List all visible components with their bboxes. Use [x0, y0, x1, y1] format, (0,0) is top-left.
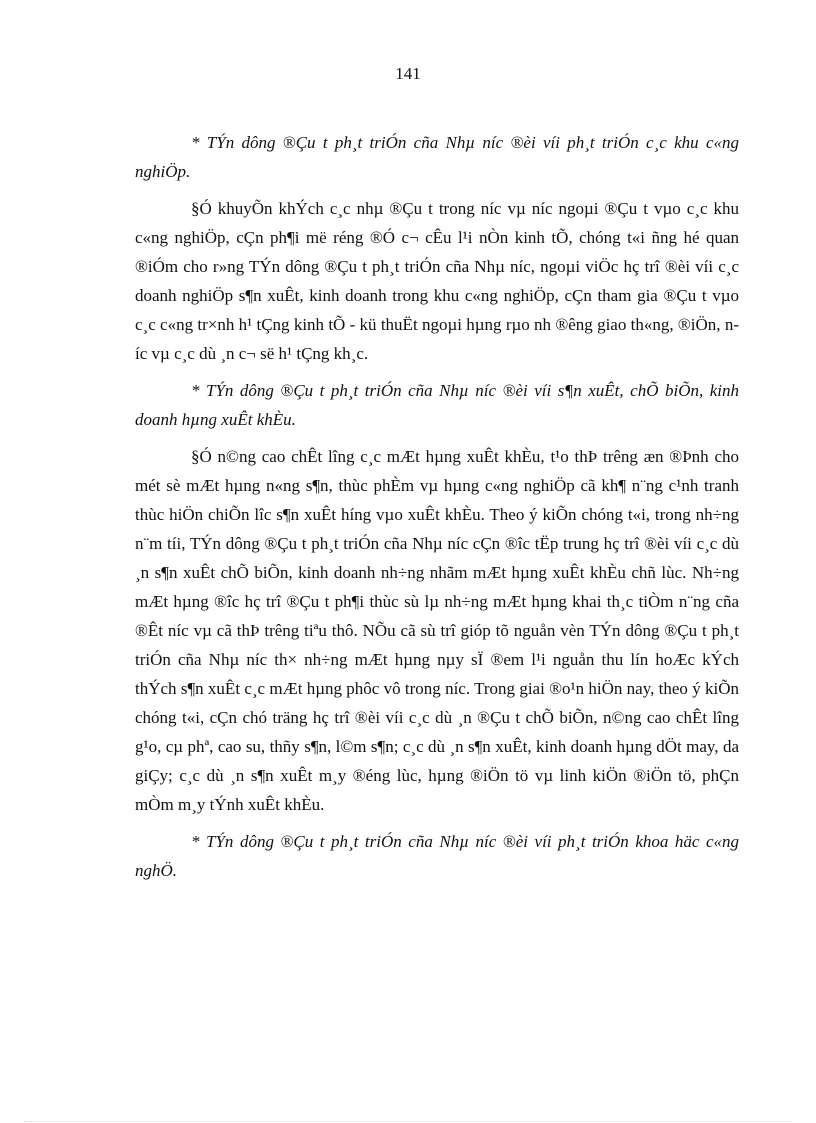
section-heading-science-technology: * TÝn dông ®Çu t ph¸t triÓn cña Nhµ níc ®èi víi ph¸t triÓn khoa häc c«ng nghÖ.: [135, 832, 739, 880]
section-heading-export-goods: * TÝn dông ®Çu t ph¸t triÓn cña Nhµ níc ®èi víi s¶n xuÊt, chÕ biÕn, kinh doanh hµng xuÊt khÈu.: [135, 381, 739, 429]
paragraph-industrial-zones: §Ó khuyÕn khÝch c¸c nhµ ®Çu t trong níc vµ níc ngoµi ®Çu t vµo c¸c khu c«ng nghiÖp, cÇn ph¶i më réng ®Ó c¬ cÊu l¹i nÒn kinh tÕ, chóng t«i ñng hé quan ®iÓm cho r»ng TÝn dông ®Çu t ph¸t triÓn cña Nhµ níc, ngoµi viÖc hç trî ®èi víi c¸c doanh nghiÖp s¶n xuÊt, kinh doanh trong khu c«ng nghiÖp, cÇn tham gia ®Çu t vµo c¸c c«ng tr×nh h¹ tÇng kinh tÕ - kü thuËt ngoµi hµng rµo nh ®êng giao th«ng, ®iÖn, níc vµ c¸c dù ¸n c¬ së h¹ tÇng kh¸c.: [135, 199, 739, 363]
page-bottom-rule: [24, 1121, 792, 1122]
page-number: 141: [395, 64, 421, 83]
document-body: [135, 128, 739, 893]
section-heading-industrial-zones: * TÝn dông ®Çu t ph¸t triÓn cña Nhµ níc ®èi víi ph¸t triÓn c¸c khu c«ng nghiÖp.: [135, 133, 739, 181]
paragraph-export-goods: §Ó n©ng cao chÊt lîng c¸c mÆt hµng xuÊt khÈu, t¹o thÞ trêng æn ®Þnh cho mét sè mÆt hµng n«ng s¶n, thùc phÈm vµ hµng c«ng nghiÖp cã kh¶ n¨ng c¹nh tranh thùc hiÖn chiÕn lîc s¶n xuÊt híng vµo xuÊt khÈu. Theo ý kiÕn chóng t«i, trong nh÷ng n¨m tíi, TÝn dông ®Çu t ph¸t triÓn cña Nhµ níc cÇn ®îc tËp trung hç trî ®èi víi c¸c dù ¸n s¶n xuÊt chÕ biÕn, kinh doanh nh÷ng nhãm mÆt hµng xuÊt khÈu chñ lùc. Nh÷ng mÆt hµng ®îc hç trî ®Çu t ph¶i thùc sù lµ nh÷ng mÆt hµng khai th¸c tiÒm n¨ng cña ®Êt níc vµ cã thÞ trêng tiªu thô. NÕu cã sù trî gióp tõ nguån vèn TÝn dông ®Çu t ph¸t triÓn cña Nhµ níc th× nh÷ng mÆt hµng nµy sÏ ®em l¹i nguån thu lín hoÆc kÝch thÝch s¶n xuÊt c¸c mÆt hµng phôc vô trong níc. Trong giai ®o¹n hiÖn nay, theo ý kiÕn chóng t«i, cÇn chó träng hç trî ®èi víi c¸c dù ¸n ®Çu t chÕ biÕn, n©ng cao chÊt lîng g¹o, cµ phª, cao su, thñy s¶n, l©m s¶n; c¸c dù ¸n s¶n xuÊt, kinh doanh hµng dÖt may, da giÇy; c¸c dù ¸n s¶n xuÊt m¸y ®éng lùc, hµng ®iÖn tö vµ linh kiÖn ®iÖn tö, phÇn mÒm m¸y tÝnh xuÊt khÈu.: [135, 447, 739, 814]
